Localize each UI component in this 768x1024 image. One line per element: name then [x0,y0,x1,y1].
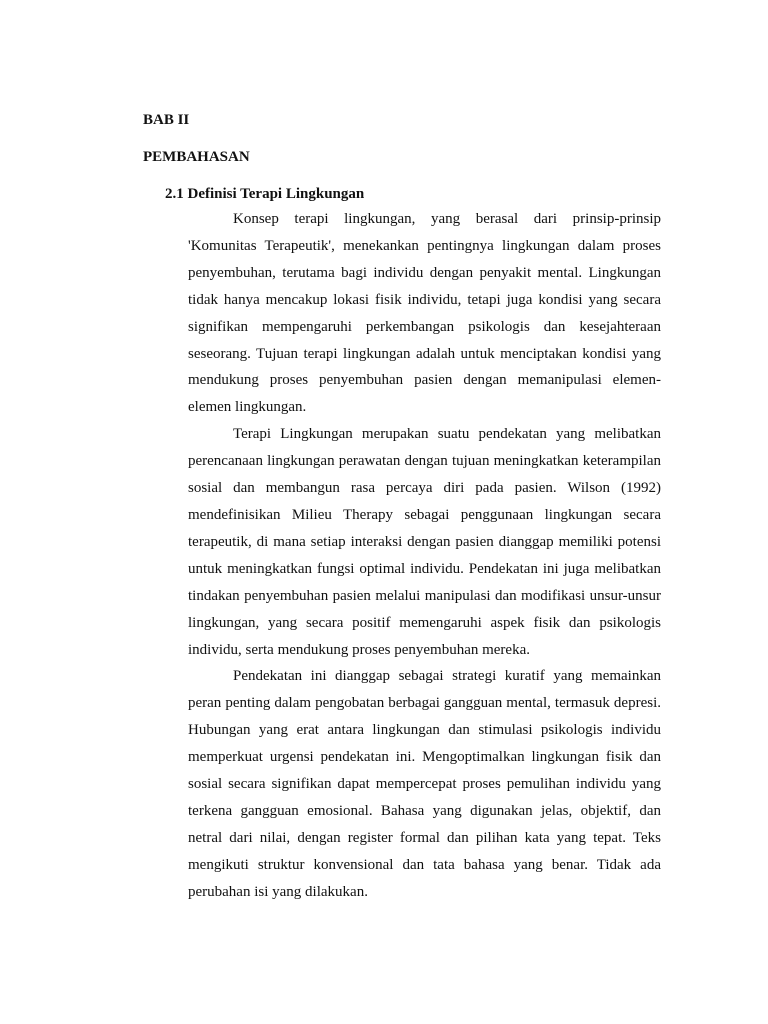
section-body [188,206,661,906]
chapter-title: PEMBAHASAN [143,149,250,165]
paragraph-2: Terapi Lingkungan merupakan suatu pendekatan yang melibatkan perencanaan lingkungan perawatan dengan tujuan meningkatkan keterampilan sosial dan membangun rasa percaya diri pada pasien. Wilson (1992) mendefinisikan Milieu Therapy sebagai penggunaan lingkungan secara terapeutik, di mana setiap interaksi dengan pasien dianggap memiliki potensi untuk meningkatkan fungsi optimal individu. Pendekatan ini juga melibatkan tindakan penyembuhan pasien melalui manipulasi dan modifikasi unsur-unsur lingkungan, yang secara positif memengaruhi aspek fisik dan psikologis individu, serta mendukung proses penyembuhan mereka. [188,426,661,658]
chapter-number: BAB II [143,112,190,128]
paragraph-1: Konsep terapi lingkungan, yang berasal dari prinsip-prinsip 'Komunitas Terapeutik', menekankan pentingnya lingkungan dalam proses penyembuhan, terutama bagi individu dengan penyakit mental. Lingkungan tidak hanya mencakup lokasi fisik individu, tetapi juga kondisi yang secara signifikan mempengaruhi perkembangan psikologis dan kesejahteraan seseorang. Tujuan terapi lingkungan adalah untuk menciptakan kondisi yang mendukung proses penyembuhan pasien dengan memanipulasi elemen-elemen lingkungan. [188,211,661,416]
section-heading: 2.1 Definisi Terapi Lingkungan [165,186,365,202]
paragraph-3: Pendekatan ini dianggap sebagai strategi kuratif yang memainkan peran penting dalam pengobatan berbagai gangguan mental, termasuk depresi. Hubungan yang erat antara lingkungan dan stimulasi psikologis individu memperkuat urgensi pendekatan ini. Mengoptimalkan lingkungan fisik dan sosial secara signifikan dapat mempercepat proses pemulihan individu yang terkena gangguan emosional. Bahasa yang digunakan jelas, objektif, dan netral dari nilai, dengan register formal dan pilihan kata yang tepat. Teks mengikuti struktur konvensional dan tata bahasa yang benar. Tidak ada perubahan isi yang dilakukan. [188,668,661,900]
